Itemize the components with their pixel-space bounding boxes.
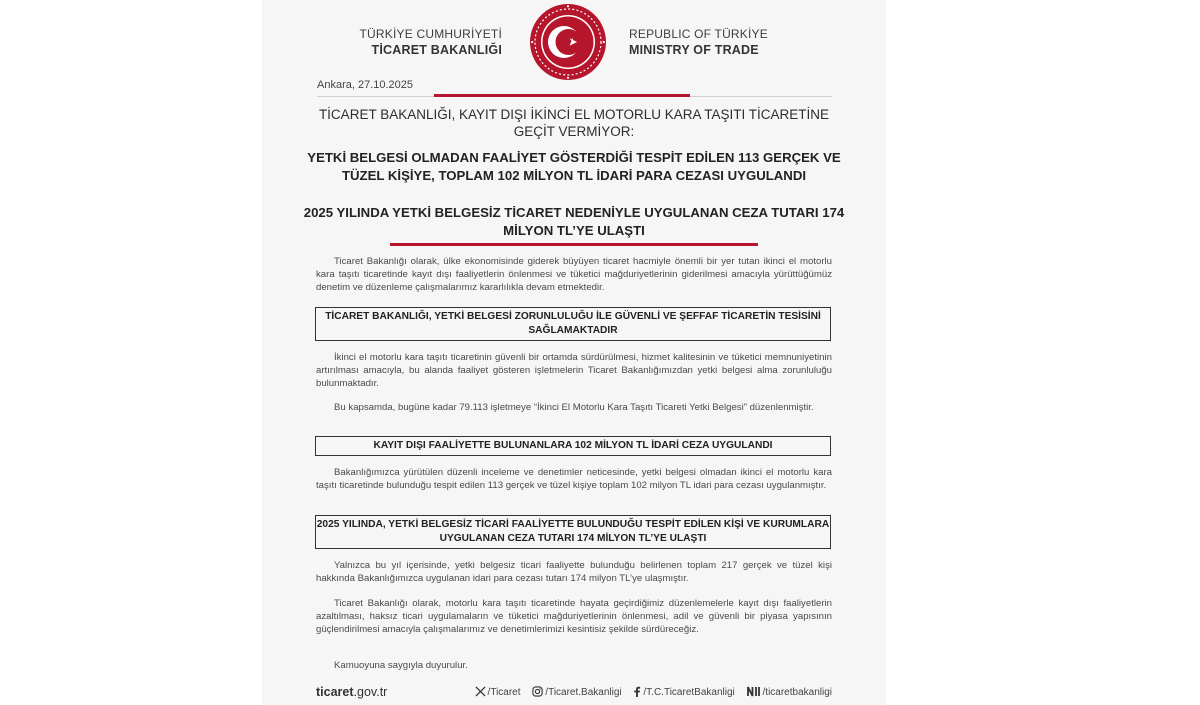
section-heading-3: 2025 YILINDA, YETKİ BELGESİZ TİCARİ FAALİYETTE BULUNDUĞU TESPİT EDİLEN KİŞİ VE KURUMLARA UYGULANAN CEZA TUTARI 174 MİLYON TL’YE ULAŞTI (315, 515, 831, 549)
nsosyal-handle: /ticaretbakanligi (762, 687, 832, 698)
headline: TİCARET BAKANLIĞI, KAYIT DIŞI İKİNCİ EL MOTORLU KARA TAŞITI TİCARETİNE GEÇİT VERMİYOR: (318, 107, 830, 139)
subheadline-1: YETKİ BELGESİ OLMADAN FAALİYET GÖSTERDİĞİ TESPİT EDİLEN 113 GERÇEK VE TÜZEL KİŞİYE, TOPLAM 102 MİLYON TL İDARİ PARA CEZASI UYGULANDI (307, 150, 841, 183)
letterhead-turkish (360, 26, 502, 58)
subheadline-2: 2025 YILINDA YETKİ BELGESİZ TİCARET NEDENİYLE UYGULANAN CEZA TUTARI 174 MİLYON TL’YE ULAŞTI (303, 205, 845, 238)
letterhead-english (629, 26, 768, 58)
header-accent-divider (434, 94, 690, 97)
letterhead-en-line1: REPUBLIC OF TÜRKİYE (629, 27, 768, 41)
website-domain: ticaret (316, 685, 354, 699)
social-x[interactable] (475, 686, 521, 698)
section-heading-1: TİCARET BAKANLIĞI, YETKİ BELGESİ ZORUNLULUĞU İLE GÜVENLİ VE ŞEFFAF TİCARETİN TESİSİNİ SAĞLAMAKTADIR (315, 307, 831, 341)
facebook-icon (633, 686, 641, 697)
nsosyal-logo-icon (747, 686, 761, 697)
social-nsosyal[interactable] (747, 686, 832, 698)
instagram-icon (532, 686, 543, 697)
section2-paragraph-1: Bakanlığımızca yürütülen düzenli inceleme ve denetimler neticesinde, yetki belgesi olmadan ikinci el motorlu kara taşıtı ticaretinde bulunduğu tespit edilen 113 gerçek ve tüzel kişiye toplam 102 milyon TL idari para cezası uygulanmıştır. (316, 467, 832, 491)
intro-paragraph: Ticaret Bakanlığı olarak, ülke ekonomisinde giderek büyüyen ticaret hacmiyle önemli bir yer tutan ikinci el motorlu kara taşıtı ticaretinde kayıt dışı faaliyetlerin önlenmesi ve tüketici mağduriyetlerinin giderilmesi amacıyla yürüttüğümüz denetim ve düzenleme çalışmalarımız kararlılıkla devam etmektedir. (316, 256, 832, 293)
social-facebook[interactable] (633, 686, 734, 698)
crescent-star-seal-icon (528, 2, 608, 82)
section1-paragraph-1: İkinci el motorlu kara taşıtı ticaretinin güvenli bir ortamda sürdürülmesi, hizmet kalitesinin ve tüketici memnuniyetinin artırılması amacıyla, bu alanda faaliyet gösteren işletmelerin Ticaret Bakanlığımızdan yetki belgesi alma zorunluluğu bulunmaktadır. (316, 352, 832, 389)
section-heading-2: KAYIT DIŞI FAALİYETTE BULUNANLARA 102 MİLYON TL İDARİ CEZA UYGULANDI (315, 436, 831, 456)
facebook-handle: /T.C.TicaretBakanligi (643, 687, 735, 698)
section3-paragraph-2: Ticaret Bakanlığı olarak, motorlu kara taşıtı ticaretinde hayata geçirdiğimiz düzenlemelerle kayıt dışı faaliyetlerin azaltılması, haksız ticari uygulamaların ve tüketici mağduriyetlerinin önlenmesi, adil ve güvenli bir piyasa yapısının güçlendirilmesi amacıyla çalışmalarımız ve denetimlerimizi kesintisiz şekilde sürdüreceğiz. (316, 598, 832, 635)
social-links (466, 686, 832, 698)
section3-paragraph-1: Yalnızca bu yıl içerisinde, yetki belgesiz ticari faaliyette bulunduğu belirlenen toplam 217 gerçek ve tüzel kişi hakkında Bakanlığımızca uygulanan idari para cezası tutarı 174 milyon TL’ye ulaşmıştır. (316, 560, 832, 584)
letterhead-en-line2: MINISTRY OF TRADE (629, 43, 759, 57)
letterhead (262, 0, 886, 80)
date-line: Ankara, 27.10.2025 (317, 79, 414, 91)
website-tld: .gov.tr (353, 685, 388, 699)
closing-line: Kamuoyuna saygıyla duyurulur. (334, 660, 468, 671)
social-instagram[interactable] (532, 686, 621, 698)
website-link[interactable] (316, 685, 387, 699)
letterhead-tr-line1: TÜRKİYE CUMHURİYETİ (359, 27, 502, 41)
x-logo-icon (475, 686, 486, 697)
letterhead-tr-line2: TİCARET BAKANLIĞI (371, 43, 502, 57)
x-handle: /Ticaret (487, 687, 521, 698)
document-page (262, 0, 886, 705)
instagram-handle: /Ticaret.Bakanligi (545, 687, 622, 698)
section1-paragraph-2: Bu kapsamda, bugüne kadar 79.113 işletmeye “İkinci El Motorlu Kara Taşıtı Ticareti Yetki Belgesi” düzenlenmiştir. (334, 402, 814, 413)
title-accent-divider (390, 243, 758, 246)
